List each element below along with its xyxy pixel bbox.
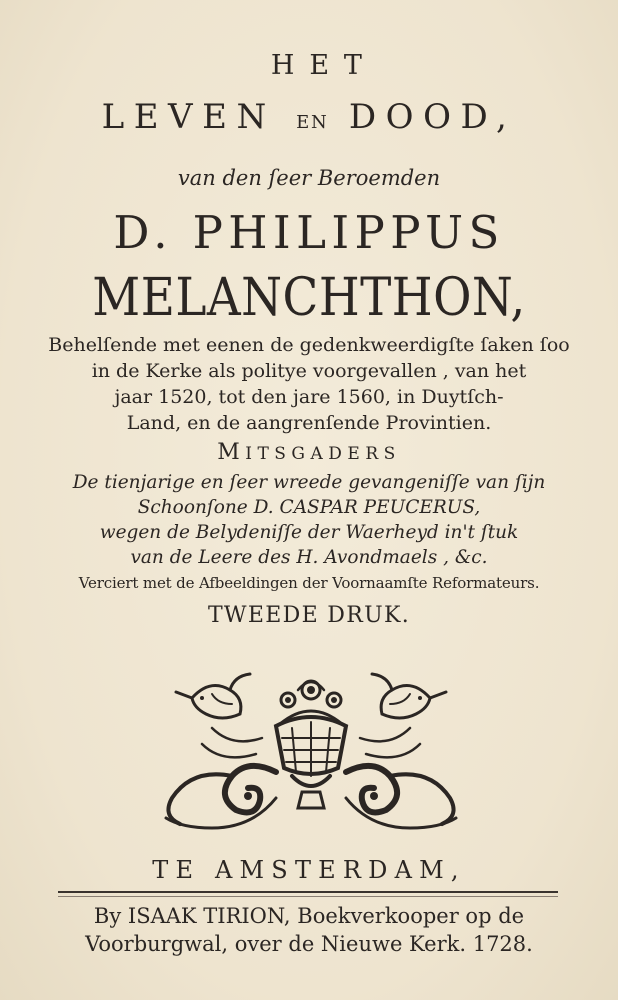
- imprint-publisher: By ISAAK TIRION, Boekverkooper op de: [93, 904, 525, 928]
- italic-line-1: De tienjarige en ſeer wreede gevangeniſſe van ſijn: [72, 472, 546, 493]
- mitsgaders-rest: ITSGADERS: [245, 444, 401, 464]
- imprint-address: Voorburgwal, over de Nieuwe Kerk. 1728.: [85, 932, 533, 956]
- body-line-4: Land, en de aangrenſende Provintien.: [126, 412, 492, 434]
- italic-line-4: van de Leere des H. Avondmaels , &c.: [130, 547, 488, 568]
- name-melanchthon: MELANCHTHON,: [92, 268, 526, 328]
- title-leven: LEVEN: [101, 97, 276, 137]
- body-line-3: jaar 1520, tot den jare 1560, in Duytſch-: [114, 386, 504, 408]
- italic-line-3: wegen de Belydeniſſe der Waerheyd in't ſtuk: [99, 522, 519, 543]
- body-line-1: Behelſende met eenen de gedenkweerdigſte ſaken ſoo: [48, 334, 570, 356]
- imprint-city: TE AMSTERDAM,: [152, 856, 466, 884]
- title-leven-en-dood: [0, 97, 618, 137]
- body-line-2: in de Kerke als politye voorgevallen , van het: [91, 360, 527, 382]
- imprint-rule-thin: [58, 896, 558, 897]
- verciert-line: Verciert met de Afbeeldingen der Voornaamſte Reformateurs.: [78, 574, 540, 592]
- title-het: HET: [270, 50, 377, 81]
- title-en: EN: [296, 112, 329, 133]
- name-philippus: D. PHILIPPUS: [113, 206, 505, 259]
- italic-line-2: Schoonſone D. CASPAR PEUCERUS,: [137, 497, 481, 518]
- edition-statement: TWEEDE DRUK.: [207, 603, 411, 628]
- title-dood: DOOD,: [348, 97, 517, 137]
- mitsgaders-initial: M: [217, 440, 246, 465]
- mitsgaders-heading: [0, 440, 618, 465]
- subtitle-italic: van den ſeer Beroemden: [177, 166, 441, 190]
- printers-ornament-icon: [152, 668, 470, 840]
- imprint-rule: [58, 891, 558, 893]
